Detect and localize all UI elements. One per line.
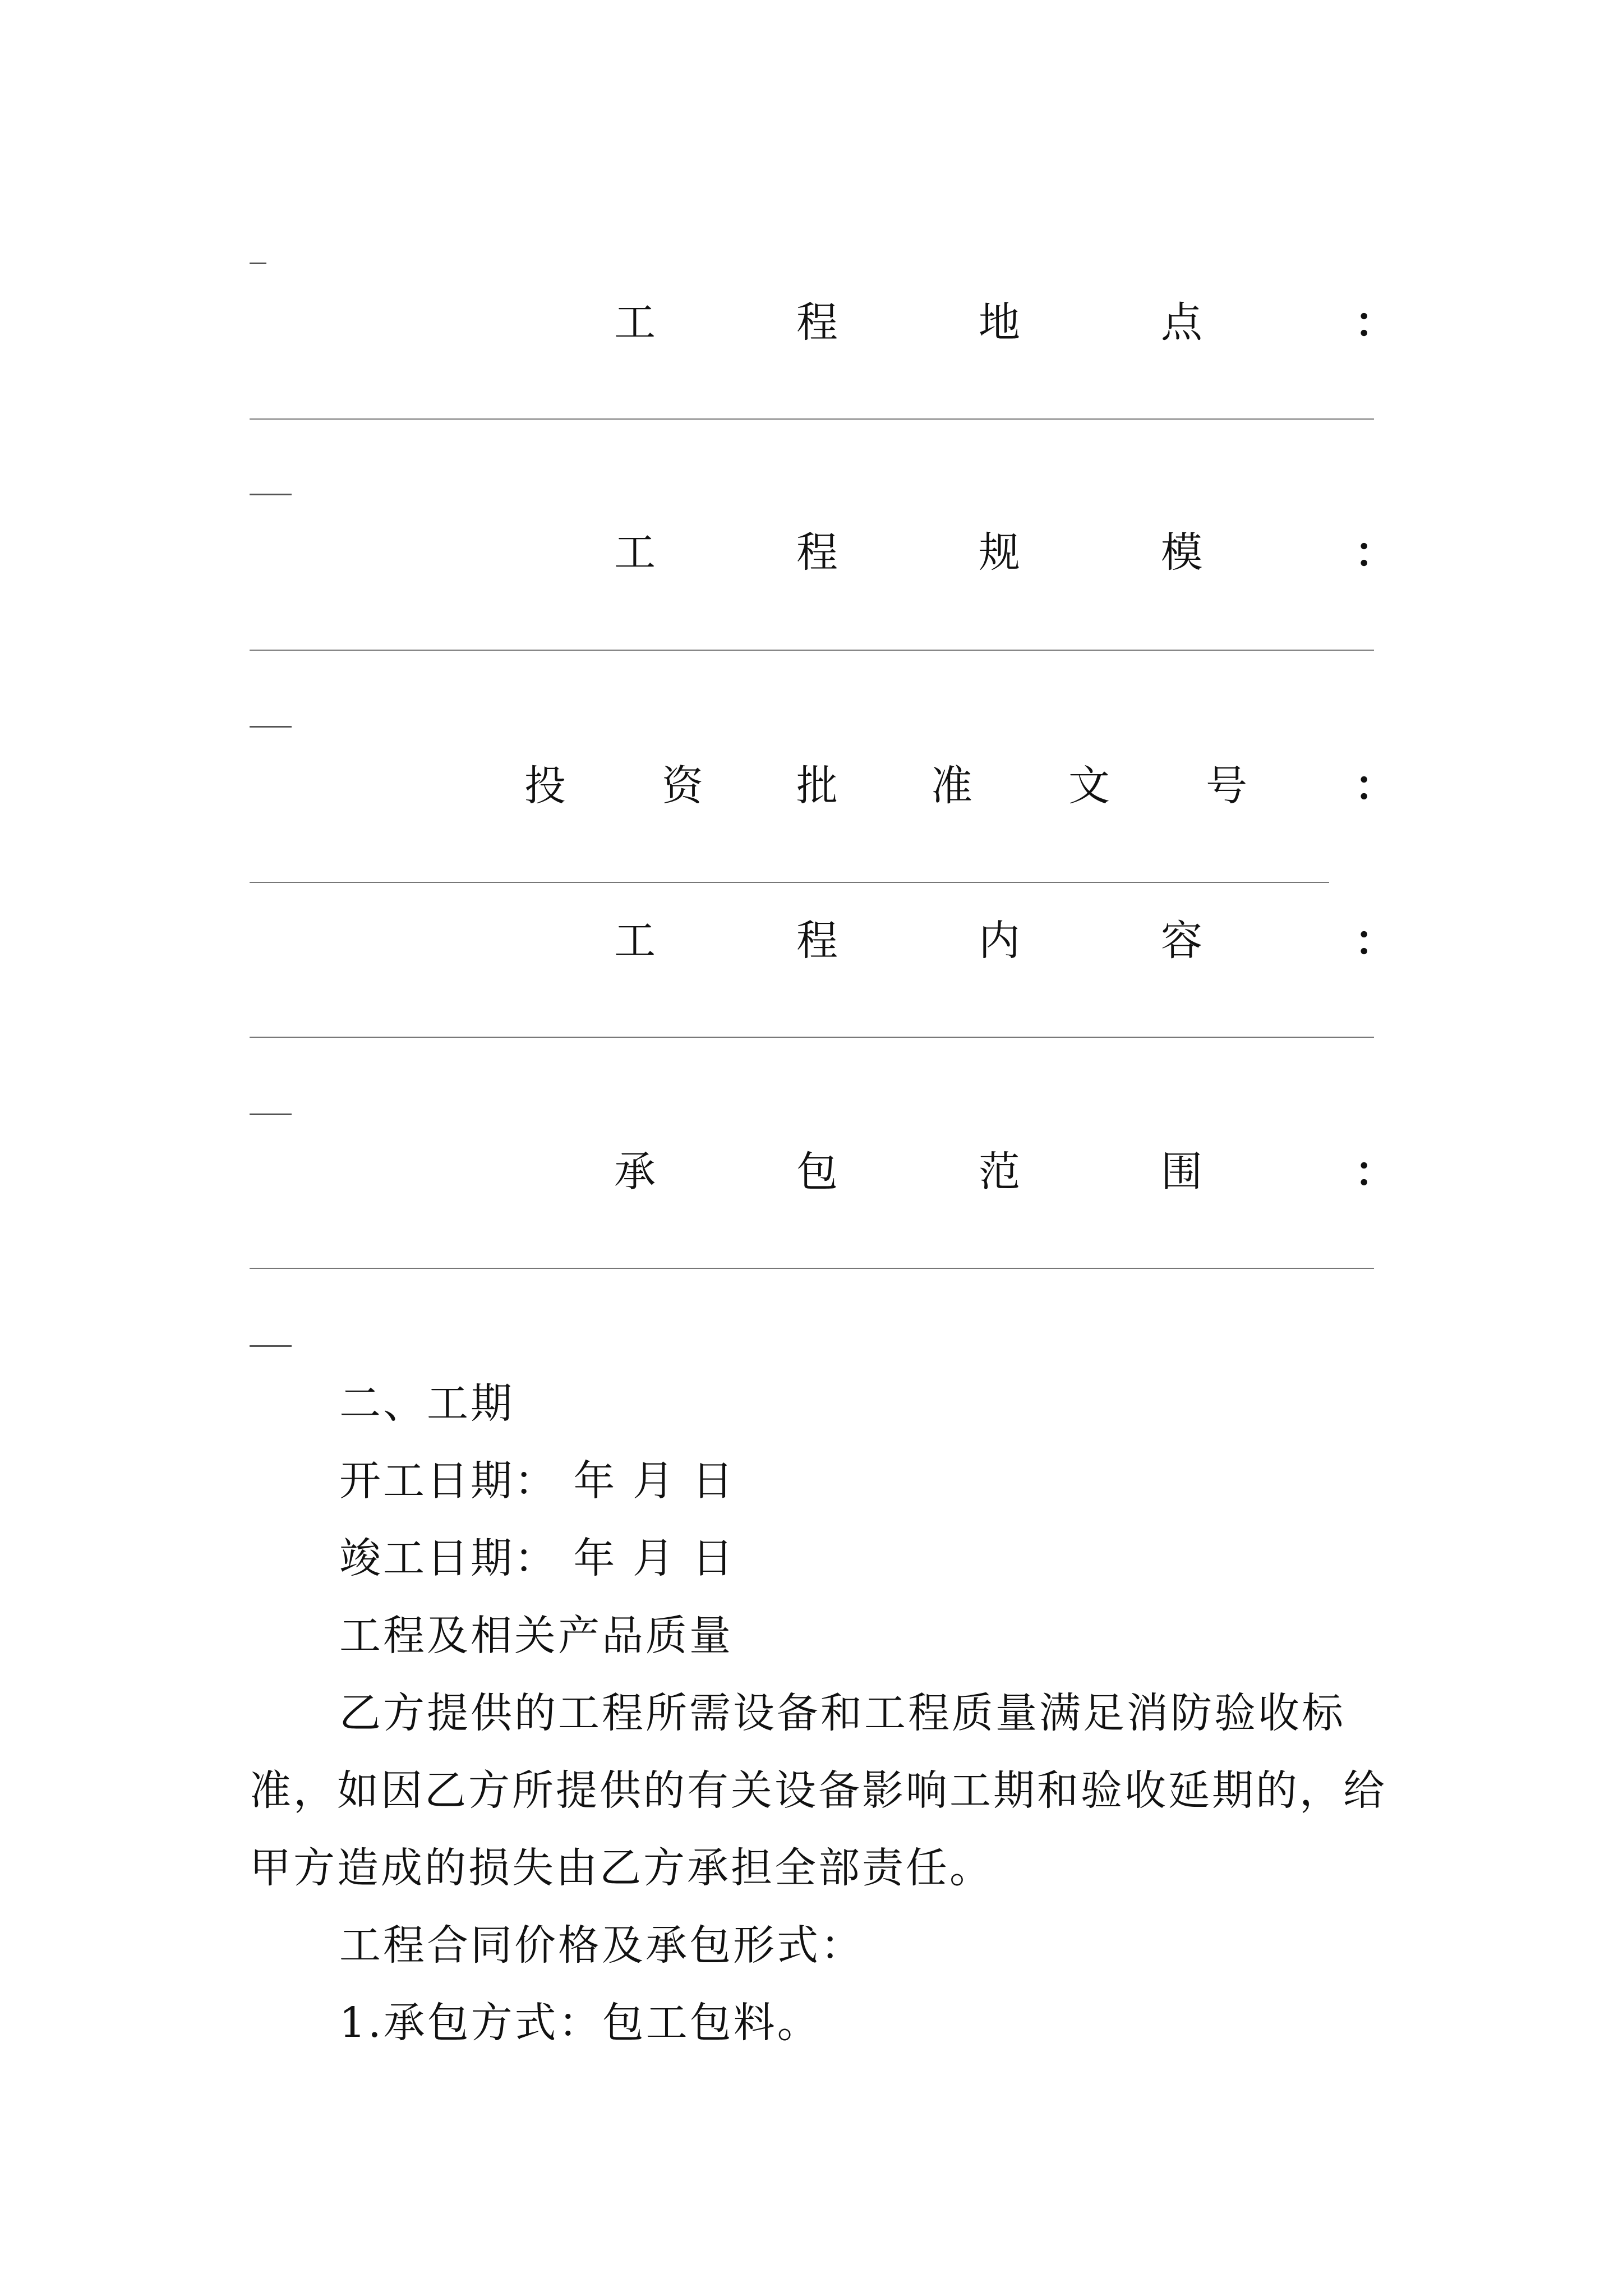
field-scope xyxy=(250,1141,1396,1203)
field-approval-char: 号 xyxy=(1206,762,1247,810)
field-location-char: 点 xyxy=(1161,298,1202,347)
field-colon: ： xyxy=(1354,528,1396,577)
field-scope-char: 承 xyxy=(614,1148,656,1196)
section-heading-period: 二、工期 xyxy=(339,1379,514,1428)
field-location-char: 工 xyxy=(614,298,656,347)
field-colon: ： xyxy=(1354,762,1396,810)
leading-dash xyxy=(250,1114,292,1115)
field-colon: ： xyxy=(1354,917,1396,965)
fill-in-line-scope[interactable] xyxy=(250,1268,1374,1269)
field-content-char: 容 xyxy=(1161,917,1202,965)
field-scope-char: 范 xyxy=(979,1148,1020,1196)
fill-in-line-location[interactable] xyxy=(250,418,1374,420)
field-location-char: 程 xyxy=(796,298,838,347)
paragraph-line: 准，如因乙方所提供的有关设备影响工期和验收延期的，给 xyxy=(250,1766,1387,1815)
field-content xyxy=(250,910,1396,972)
fill-in-line-scale[interactable] xyxy=(250,650,1374,651)
field-location-char: 地 xyxy=(979,298,1020,347)
field-content-char: 工 xyxy=(614,917,656,965)
leading-dash xyxy=(250,726,292,728)
field-scope-char: 包 xyxy=(796,1148,838,1196)
section-heading-price: 工程合同价格及承包形式： xyxy=(339,1921,864,1970)
field-content-char: 程 xyxy=(796,917,838,965)
field-scale-char: 工 xyxy=(614,528,656,577)
leading-dash xyxy=(250,263,266,264)
field-location xyxy=(250,292,1396,353)
section-heading-quality: 工程及相关产品质量 xyxy=(339,1612,733,1660)
field-scale xyxy=(250,522,1396,583)
field-approval-char: 批 xyxy=(796,762,838,810)
fill-in-line-approval[interactable] xyxy=(250,882,1329,883)
field-content-char: 内 xyxy=(979,917,1020,965)
list-item: 1.承包方式：包工包料。 xyxy=(339,1999,821,2047)
end-date-line: 竣工日期： 年 月 日 xyxy=(339,1534,736,1582)
field-scale-char: 模 xyxy=(1161,528,1202,577)
field-approval-char: 资 xyxy=(662,762,703,810)
field-approval-char: 准 xyxy=(931,762,972,810)
field-scope-char: 围 xyxy=(1161,1148,1202,1196)
paragraph-line: 甲方造成的损失由乙方承担全部责任。 xyxy=(250,1844,993,1892)
leading-dash xyxy=(250,494,292,495)
leading-dash xyxy=(250,1345,292,1347)
field-scale-char: 程 xyxy=(796,528,838,577)
field-scale-char: 规 xyxy=(979,528,1020,577)
paragraph-line: 乙方提供的工程所需设备和工程质量满足消防验收标 xyxy=(339,1689,1345,1737)
field-approval-char: 文 xyxy=(1068,762,1110,810)
field-approval-char: 投 xyxy=(524,762,566,810)
field-colon: ： xyxy=(1354,1148,1396,1196)
fill-in-line-content[interactable] xyxy=(250,1037,1374,1038)
field-colon: ： xyxy=(1354,298,1396,347)
field-approval xyxy=(250,755,1396,817)
start-date-line: 开工日期： 年 月 日 xyxy=(339,1457,736,1505)
